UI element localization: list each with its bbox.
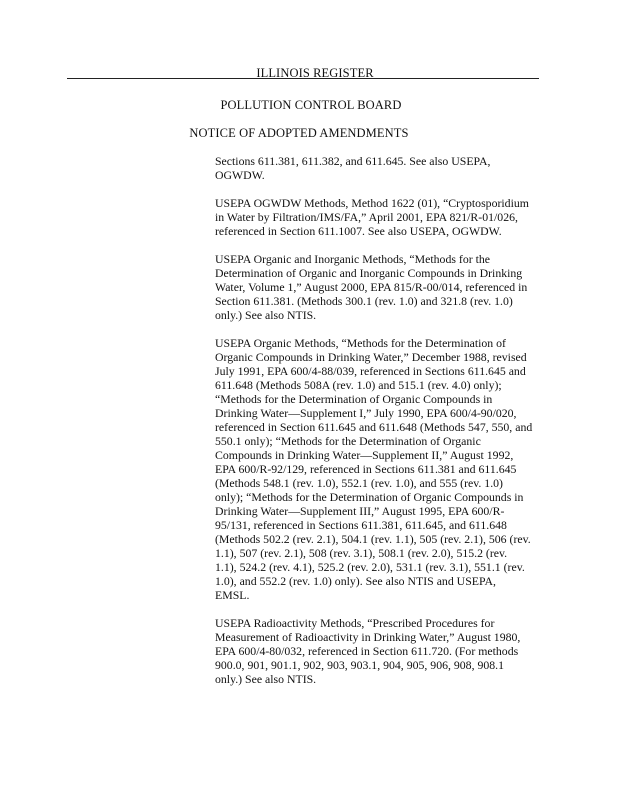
text-line: only.) See also NTIS. [215,672,317,686]
text-line: referenced in Section 611.645 and 611.648 (Methods 547, 550, and [215,420,533,434]
notice-title: NOTICE OF ADOPTED AMENDMENTS [189,126,409,140]
text-line: USEPA Organic Methods, “Methods for the Determination of [215,336,506,350]
register-title: ILLINOIS REGISTER [256,66,374,80]
text-line: USEPA OGWDW Methods, Method 1622 (01), “Cryptosporidium [215,196,529,210]
text-line: July 1991, EPA 600/4-88/039, referenced in Sections 611.645 and [215,364,526,378]
text-line: EMSL. [215,588,250,602]
text-line: USEPA Radioactivity Methods, “Prescribed Procedures for [215,616,495,630]
document-body [215,154,545,700]
text-line: 611.648 (Methods 508A (rev. 1.0) and 515.1 (rev. 4.0) only); [215,378,502,392]
text-line: OGWDW. [215,168,265,182]
text-line: 900.0, 901, 901.1, 902, 903, 903.1, 904, 905, 906, 908, 908.1 [215,658,505,672]
paragraph-ogwdw-methods [215,196,545,238]
text-line: in Water by Filtration/IMS/FA,” April 2001, EPA 821/R-01/026, [215,210,518,224]
text-line: 1.1), 524.2 (rev. 4.1), 525.2 (rev. 2.0), 531.1 (rev. 3.1), 551.1 (rev. [215,560,525,574]
paragraph-organic-methods [215,336,545,602]
text-line: Drinking Water—Supplement III,” August 1995, EPA 600/R- [215,504,505,518]
text-line: only.) See also NTIS. [215,308,317,322]
text-line: Determination of Organic and Inorganic Compounds in Drinking [215,266,523,280]
text-line: 1.0), and 552.2 (rev. 1.0) only). See also NTIS and USEPA, [215,574,496,588]
text-line: EPA 600/4-80/032, referenced in Section 611.720. (For methods [215,644,519,658]
text-line: Measurement of Radioactivity in Drinking Water,” August 1980, [215,630,521,644]
header-rule [67,78,539,79]
text-line: Sections 611.381, 611.382, and 611.645. See also USEPA, [215,154,491,168]
text-line: (Methods 548.1 (rev. 1.0), 552.1 (rev. 1.0), and 555 (rev. 1.0) [215,476,503,490]
board-title: POLLUTION CONTROL BOARD [220,98,402,112]
text-line: Water, Volume 1,” August 2000, EPA 815/R-00/014, referenced in [215,280,528,294]
text-line: 95/131, referenced in Sections 611.381, 611.645, and 611.648 [215,518,507,532]
text-line: referenced in Section 611.1007. See also USEPA, OGWDW. [215,224,502,238]
text-line: “Methods for the Determination of Organic Compounds in [215,392,493,406]
paragraph-radioactivity-methods [215,616,545,686]
paragraph-organic-inorganic-methods [215,252,545,322]
text-line: USEPA Organic and Inorganic Methods, “Methods for the [215,252,491,266]
text-line: Drinking Water—Supplement I,” July 1990, EPA 600/4-90/020, [215,406,517,420]
text-line: 550.1 only); “Methods for the Determination of Organic [215,434,481,448]
text-line: Compounds in Drinking Water—Supplement II,” August 1992, [215,448,514,462]
paragraph-sections-reference [215,154,545,182]
text-line: (Methods 502.2 (rev. 2.1), 504.1 (rev. 1.1), 505 (rev. 2.1), 506 (rev. [215,532,531,546]
text-line: EPA 600/R-92/129, referenced in Sections 611.381 and 611.645 [215,462,517,476]
text-line: Section 611.381. (Methods 300.1 (rev. 1.0) and 321.8 (rev. 1.0) [215,294,513,308]
text-line: Organic Compounds in Drinking Water,” December 1988, revised [215,350,527,364]
text-line: 1.1), 507 (rev. 2.1), 508 (rev. 3.1), 508.1 (rev. 2.0), 515.2 (rev. [215,546,508,560]
text-line: only); “Methods for the Determination of Organic Compounds in [215,490,524,504]
